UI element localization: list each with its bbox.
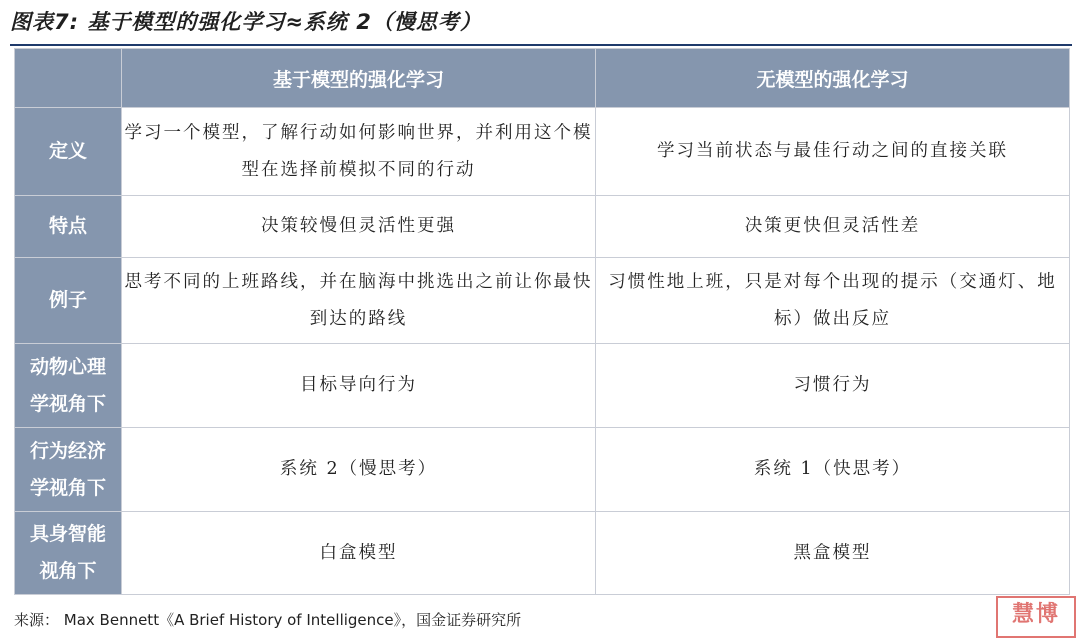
comparison-table xyxy=(14,48,1070,595)
header-row xyxy=(15,49,1070,108)
figure-title: 图表7: 基于模型的强化学习≈系统 2（慢思考） xyxy=(10,10,482,34)
cell-model-based: 思考不同的上班路线，并在脑海中挑选出之前让你最快到达的路线 xyxy=(122,258,596,344)
corner-cell xyxy=(15,49,122,108)
cell-model-based: 系统 2（慢思考） xyxy=(122,428,596,512)
row-label-feature: 特点 xyxy=(15,196,122,258)
cell-model-free: 学习当前状态与最佳行动之间的直接关联 xyxy=(596,108,1070,196)
cell-model-free: 黑盒模型 xyxy=(596,512,1070,595)
row-label-example: 例子 xyxy=(15,258,122,344)
cell-model-based: 决策较慢但灵活性更强 xyxy=(122,196,596,258)
cell-model-based: 目标导向行为 xyxy=(122,344,596,428)
row-label-animal-psychology: 动物心理学视角下 xyxy=(15,344,122,428)
row-label-definition: 定义 xyxy=(15,108,122,196)
cell-model-free: 习惯性地上班，只是对每个出现的提示（交通灯、地标）做出反应 xyxy=(596,258,1070,344)
cell-model-free: 系统 1（快思考） xyxy=(596,428,1070,512)
table-row xyxy=(15,344,1070,428)
source-note: 来源： Max Bennett《A Brief History of Intelligence》，国金证券研究所 xyxy=(14,611,522,629)
table-row xyxy=(15,258,1070,344)
title-divider xyxy=(10,44,1072,46)
cell-model-based: 白盒模型 xyxy=(122,512,596,595)
row-label-behavioral-economics: 行为经济学视角下 xyxy=(15,428,122,512)
cell-model-based: 学习一个模型，了解行动如何影响世界，并利用这个模型在选择前模拟不同的行动 xyxy=(122,108,596,196)
row-label-embodied-ai: 具身智能视角下 xyxy=(15,512,122,595)
header-model-based: 基于模型的强化学习 xyxy=(122,49,596,108)
header-model-free: 无模型的强化学习 xyxy=(596,49,1070,108)
table-row xyxy=(15,108,1070,196)
table-row xyxy=(15,512,1070,595)
table-row xyxy=(15,428,1070,512)
cell-model-free: 决策更快但灵活性差 xyxy=(596,196,1070,258)
stamp-logo: 慧博 xyxy=(996,596,1076,638)
table-row xyxy=(15,196,1070,258)
cell-model-free: 习惯行为 xyxy=(596,344,1070,428)
